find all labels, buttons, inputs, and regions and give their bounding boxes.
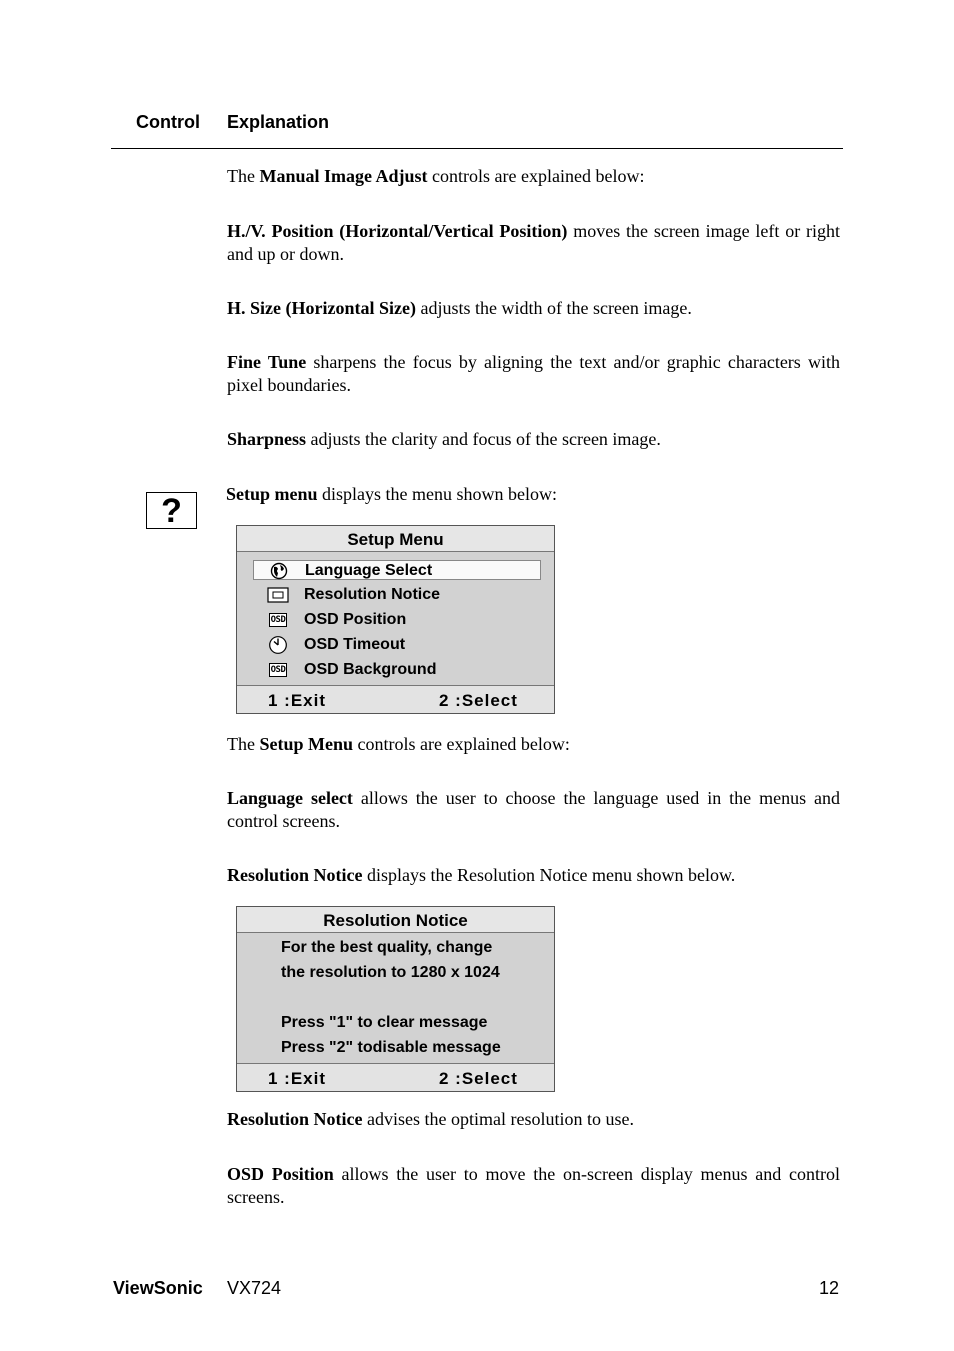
menu-item-language-select[interactable]	[253, 560, 541, 580]
paragraph-setup-menu-controls	[227, 733, 840, 756]
notice-line: For the best quality, change	[281, 939, 493, 956]
paragraph-setup-menu	[226, 483, 839, 506]
header-divider	[111, 148, 843, 149]
column-header-explanation: Explanation	[227, 112, 330, 132]
para-text: allows the user to choose the language used in the menus and control screens.	[227, 788, 841, 831]
resolution-notice-footer	[237, 1063, 554, 1091]
setup-menu-title: Setup Menu	[237, 526, 554, 552]
para-text: displays the Resolution Notice menu shown below.	[362, 865, 736, 885]
para-term: Language select	[227, 788, 353, 808]
osd-icon-tag: OSD	[270, 665, 286, 675]
para-term: Setup Menu	[259, 734, 353, 754]
column-header-control: Control	[136, 112, 200, 132]
para-text: controls are explained below:	[427, 166, 645, 186]
footer-model: VX724	[227, 1278, 282, 1298]
para-text: The	[227, 166, 260, 186]
menu-item-label: OSD Timeout	[304, 636, 406, 653]
select-button[interactable]: 2 :Select	[439, 691, 518, 710]
para-text: adjusts the width of the screen image.	[415, 298, 692, 318]
monitor-icon	[265, 586, 291, 604]
paragraph-manual-image-adjust	[227, 165, 840, 188]
para-term: H./V. Position (Horizontal/Vertical Position)	[227, 221, 568, 241]
para-text: moves the screen image left or right and up or down.	[227, 221, 840, 264]
clock-icon	[265, 636, 291, 654]
exit-button[interactable]: 1 :Exit	[268, 1069, 327, 1088]
para-term: Resolution Notice	[227, 1109, 363, 1129]
menu-item-osd-position[interactable]	[253, 610, 539, 630]
globe-icon	[266, 562, 292, 580]
para-text: adjusts the clarity and focus of the screen image.	[306, 429, 661, 449]
setup-menu-list	[237, 552, 554, 685]
para-term: Sharpness	[227, 429, 307, 449]
osd-icon	[265, 661, 291, 679]
footer-brand: ViewSonic	[113, 1278, 203, 1298]
paragraph-h-size	[227, 297, 840, 320]
setup-menu-panel	[236, 525, 555, 714]
paragraph-sharpness	[227, 428, 840, 451]
exit-button[interactable]: 1 :Exit	[268, 691, 327, 710]
paragraph-fine-tune	[227, 351, 840, 397]
para-text: controls are explained below:	[353, 734, 570, 754]
menu-item-label: OSD Background	[304, 661, 437, 678]
para-term: H. Size (Horizontal Size)	[227, 298, 416, 318]
para-term: Setup menu	[226, 484, 318, 504]
paragraph-hv-position	[227, 220, 840, 266]
page-number: 12	[819, 1278, 840, 1298]
resolution-notice-body	[237, 933, 554, 1063]
setup-menu-footer	[237, 685, 554, 713]
notice-line: the resolution to 1280 x 1024	[281, 964, 500, 981]
paragraph-language-select	[227, 787, 840, 833]
paragraph-resolution-notice	[227, 864, 840, 887]
para-text: displays the menu shown below:	[317, 484, 558, 504]
osd-icon-tag: OSD	[270, 615, 286, 625]
para-term: Fine Tune	[227, 352, 307, 372]
para-text: The	[227, 734, 260, 754]
para-term: Manual Image Adjust	[259, 166, 428, 186]
question-mark-icon	[146, 492, 197, 529]
menu-item-label: Resolution Notice	[304, 586, 441, 603]
paragraph-resolution-notice-advice	[227, 1108, 840, 1131]
menu-item-osd-timeout[interactable]	[253, 635, 539, 655]
select-button[interactable]: 2 :Select	[439, 1069, 518, 1088]
para-text: sharpens the focus by aligning the text and/or graphic characters with pixel boundaries.	[227, 352, 840, 395]
resolution-notice-panel	[236, 906, 555, 1092]
menu-item-label: OSD Position	[304, 611, 407, 628]
question-mark-glyph: ?	[161, 491, 182, 530]
para-term: OSD Position	[227, 1164, 334, 1184]
para-text: advises the optimal resolution to use.	[362, 1109, 634, 1129]
paragraph-osd-position	[227, 1163, 840, 1209]
menu-item-label: Language Select	[305, 562, 433, 579]
notice-line: Press "2" todisable message	[281, 1039, 501, 1056]
menu-item-resolution-notice[interactable]	[253, 585, 539, 605]
para-text: allows the user to move the on-screen display menus and control screens.	[227, 1164, 840, 1207]
para-term: Resolution Notice	[227, 865, 363, 885]
notice-line: Press "1" to clear message	[281, 1014, 488, 1031]
menu-item-osd-background[interactable]	[253, 660, 539, 680]
osd-icon	[265, 611, 291, 629]
resolution-notice-title: Resolution Notice	[237, 907, 554, 933]
